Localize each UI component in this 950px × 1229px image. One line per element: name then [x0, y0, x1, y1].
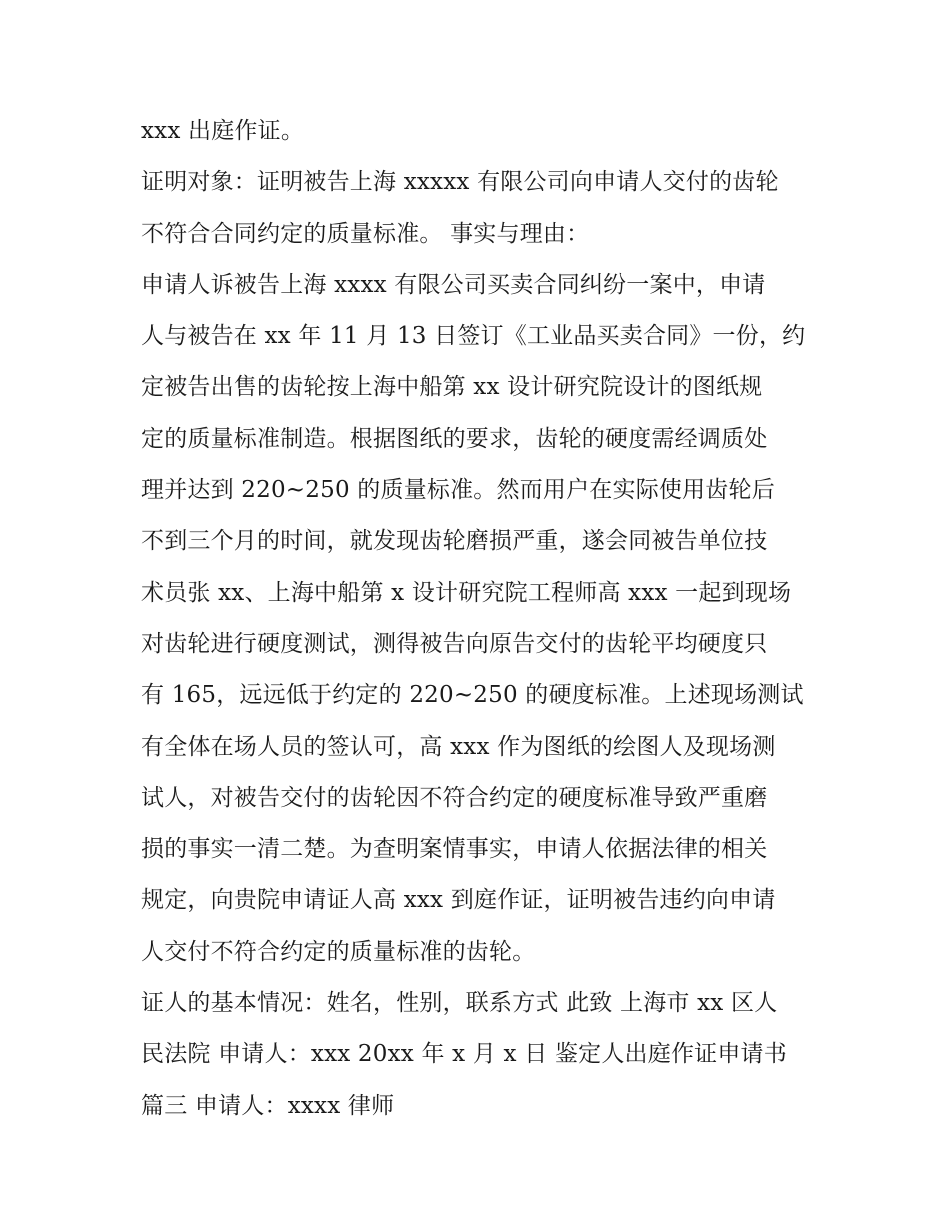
text-line-1: xxx 出庭作证。	[141, 118, 305, 144]
text-line-5: 人与被告在 xx 年 11 月 13 日签订《工业品买卖合同》一份，约	[141, 323, 806, 350]
text-line-17: 人交付不符合约定的质量标准的齿轮。	[141, 938, 536, 965]
text-line-4: 申请人诉被告上海 xxxx 有限公司买卖合同纠纷一案中，申请	[141, 271, 766, 298]
text-line-3: 不符合合同约定的质量标准。 事实与理由：	[141, 220, 590, 247]
text-line-14: 试人，对被告交付的齿轮因不符合约定的硬度标准导致严重磨	[141, 784, 768, 811]
text-line-20: 篇三 申请人：xxxx 律师	[141, 1092, 395, 1119]
text-line-18: 证人的基本情况：姓名，性别，联系方式 此致 上海市 xx 区人	[141, 990, 778, 1017]
text-line-11: 对齿轮进行硬度测试，测得被告向原告交付的齿轮平均硬度只	[141, 630, 768, 657]
text-line-7: 定的质量标准制造。根据图纸的要求，齿轮的硬度需经调质处	[141, 425, 768, 452]
text-line-10: 术员张 xx、上海中船第 x 设计研究院工程师高 xxx 一起到现场	[141, 579, 792, 606]
document-body	[141, 106, 821, 1132]
text-line-2: 证明对象：证明被告上海 xxxxx 有限公司向申请人交付的齿轮	[141, 169, 779, 196]
text-line-15: 损的事实一清二楚。为查明案情事实，申请人依据法律的相关	[141, 836, 768, 863]
text-line-8: 理并达到 220~250 的质量标准。然而用户在实际使用齿轮后	[141, 477, 775, 504]
text-line-13: 有全体在场人员的签认可，高 xxx 作为图纸的绘图人及现场测	[141, 733, 776, 760]
text-line-12: 有 165，远远低于约定的 220~250 的硬度标准。上述现场测试	[141, 682, 804, 709]
text-line-19: 民法院 申请人：xxx 20xx 年 x 月 x 日 鉴定人出庭作证申请书	[141, 1041, 787, 1068]
text-line-16: 规定，向贵院申请证人高 xxx 到庭作证，证明被告违约向申请	[141, 887, 776, 914]
text-line-9: 不到三个月的时间，就发现齿轮磨损严重，遂会同被告单位技	[141, 528, 768, 555]
text-line-6: 定被告出售的齿轮按上海中船第 xx 设计研究院设计的图纸规	[141, 374, 763, 401]
